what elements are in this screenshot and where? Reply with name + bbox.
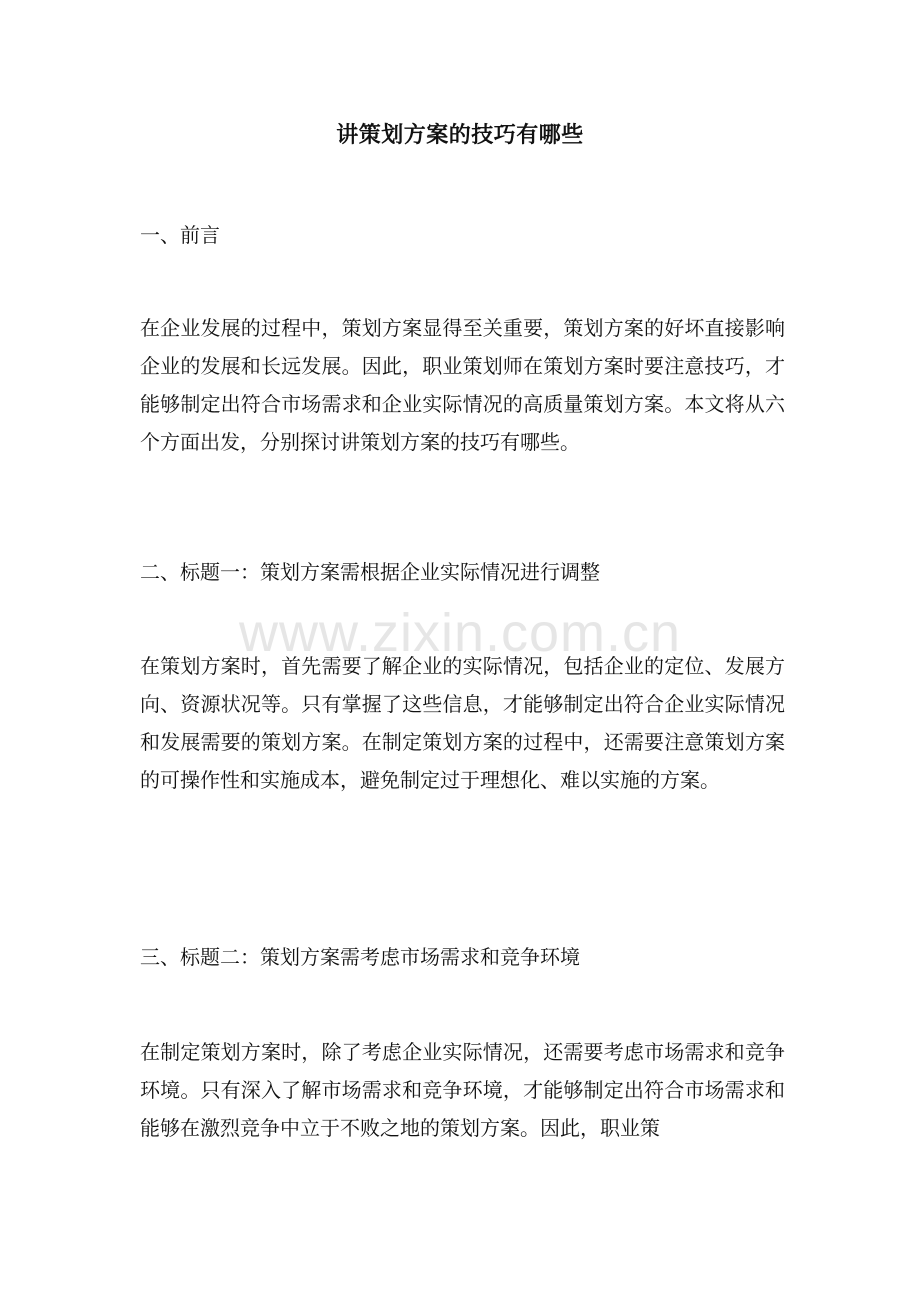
section-heading-1: 二、标题一：策划方案需根据企业实际情况进行调整 <box>140 560 600 584</box>
page-title: 讲策划方案的技巧有哪些 <box>336 122 584 148</box>
section-heading-preface: 一、前言 <box>140 223 220 247</box>
section-paragraph-1: 在策划方案时，首先需要了解企业的实际情况，包括企业的定位、发展方向、资源状况等。只有掌握了这些信息，才能够制定出符合企业实际情况和发展需要的策划方案。在制定策划方案的过程中，还需要注意策划方案的可操作性和实施成本，避免制定过于理想化、难以实施的方案。 <box>140 654 785 792</box>
section-heading-2: 三、标题二：策划方案需考虑市场需求和竞争环境 <box>140 945 580 969</box>
section-paragraph-2: 在制定策划方案时，除了考虑企业实际情况，还需要考虑市场需求和竞争环境。只有深入了解市场需求和竞争环境，才能够制定出符合市场需求和能够在激烈竞争中立于不败之地的策划方案。因此，职业策 <box>140 1040 785 1140</box>
watermark: www.zixin.com.cn <box>238 603 682 663</box>
section-paragraph-preface: 在企业发展的过程中，策划方案显得至关重要，策划方案的好坏直接影响企业的发展和长远发展。因此，职业策划师在策划方案时要注意技巧，才能够制定出符合市场需求和企业实际情况的高质量策划方案。本文将从六个方面出发，分别探讨讲策划方案的技巧有哪些。 <box>140 316 785 454</box>
